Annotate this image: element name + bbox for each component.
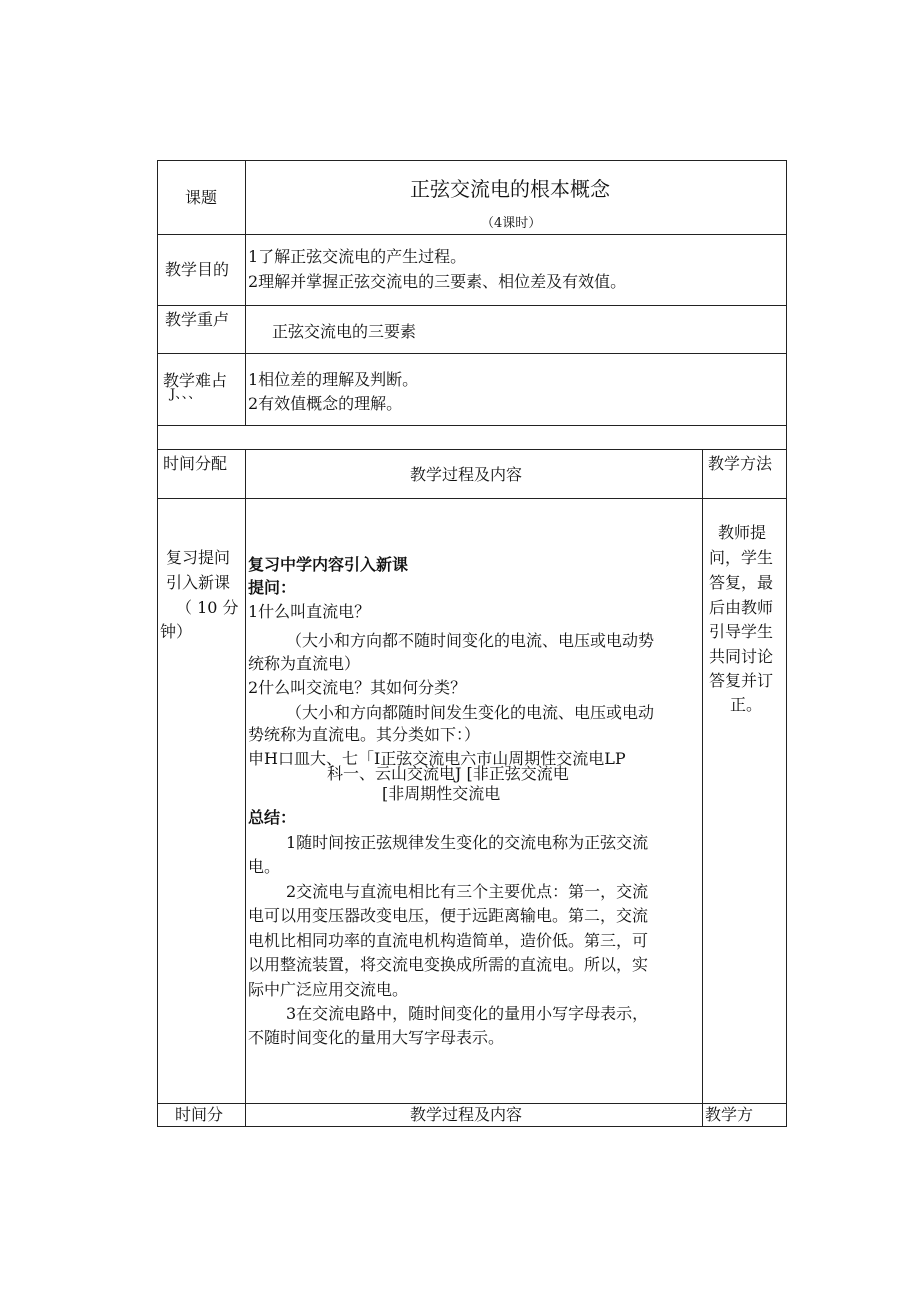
summary-2-line-2: 电可以用变压器改变电压，便于远距离输电。第二，交流: [248, 906, 649, 925]
answer-2-line-1: （大小和方向都随时间发生变化的电流、电压或电动: [286, 703, 655, 722]
method-line-1: 教师提: [718, 523, 767, 542]
method-line-2: 问，学生: [709, 548, 774, 567]
time-line-1: 复习提问: [166, 548, 231, 567]
method-line-4: 后由教师: [709, 598, 774, 617]
lesson-hours: （4课时）: [481, 216, 542, 231]
row-line-top: [157, 160, 787, 161]
method-line-7: 答复并订: [709, 671, 774, 690]
method-line-5: 引导学生: [709, 622, 774, 641]
summary-1-line-2: 电。: [248, 857, 281, 876]
method-line-6: 共同讨论: [709, 647, 774, 666]
time-line-3: （ 10 分: [176, 598, 239, 617]
row-line-2: [157, 305, 787, 306]
objective-line-2: 2理解并掌握正弦交流电的三要素、相位差及有效值。: [248, 272, 627, 291]
difficulties-label-extra: J、、、: [170, 387, 202, 402]
topic-label: 课题: [185, 188, 218, 207]
process-footer: 教学过程及内容: [410, 1105, 523, 1124]
label-column-divider: [245, 160, 246, 425]
question-1: 1什么叫直流电？: [248, 602, 371, 621]
row-line-3: [157, 353, 787, 354]
objectives-label: 教学目的: [165, 260, 230, 279]
key-points-text: 正弦交流电的三要素: [272, 322, 417, 341]
summary-3-line-1: 3在交流电路中，随时间变化的量用小写字母表示，: [286, 1004, 649, 1023]
answer-1-line-1: （大小和方向都不随时间变化的电流、电压或电动势: [286, 631, 655, 650]
row-line-5: [157, 449, 787, 450]
summary-2-line-1: 2交流电与直流电相比有三个主要优点：第一，交流: [286, 882, 649, 901]
row-line-7: [157, 1103, 787, 1104]
row-line-4: [157, 425, 787, 426]
section-heading: 复习中学内容引入新课: [248, 555, 409, 574]
method-header: 教学方法: [708, 454, 773, 473]
objective-line-1: 1了解正弦交流电的产生过程。: [248, 247, 467, 266]
method-line-8: 正。: [730, 695, 763, 714]
process-header: 教学过程及内容: [410, 465, 523, 484]
difficulty-line-2: 2有效值概念的理解。: [248, 394, 403, 413]
summary-2-line-5: 际中广泛应用交流电。: [248, 980, 409, 999]
method-column-divider: [702, 449, 703, 1127]
lesson-title: 正弦交流电的根本概念: [410, 177, 610, 201]
difficulties-label: 教学难占: [163, 371, 228, 390]
time-line-4: 钟）: [160, 622, 193, 641]
row-line-bottom: [157, 1126, 787, 1127]
question-2: 2什么叫交流电？其如何分类？: [248, 678, 467, 697]
classification-line-3: [非周期性交流电: [382, 784, 501, 803]
answer-2-line-2: 势统称为直流电。其分类如下：）: [248, 725, 481, 744]
summary-3-line-2: 不随时间变化的量用大写字母表示。: [248, 1028, 505, 1047]
classification-line-1: 申H口皿大、七「I正弦交流电六市山周期性交流电LP: [248, 749, 626, 768]
classification-line-2: 科一、云山交流电J [非正弦交流电: [327, 764, 569, 783]
time-footer: 时间分: [175, 1105, 224, 1124]
summary-label: 总结：: [248, 808, 297, 827]
summary-1-line-1: 1随时间按正弦规律发生变化的交流电称为正弦交流: [286, 833, 649, 852]
time-column-divider: [245, 449, 246, 1127]
time-header: 时间分配: [163, 454, 228, 473]
method-footer: 教学方: [705, 1105, 754, 1124]
row-line-1: [157, 234, 787, 235]
summary-2-line-3: 电机比相同功率的直流电机构造简单，造价低。第三，可: [248, 931, 649, 950]
method-line-3: 答复，最: [709, 573, 774, 592]
time-line-2: 引入新课: [166, 573, 231, 592]
key-points-label: 教学重卢: [165, 310, 230, 329]
difficulty-line-1: 1相位差的理解及判断。: [248, 370, 419, 389]
row-line-6: [157, 498, 787, 499]
answer-1-line-2: 统称为直流电）: [248, 654, 361, 673]
ask-label: 提问：: [248, 578, 297, 597]
summary-2-line-4: 以用整流装置，将交流电变换成所需的直流电。所以，实: [248, 955, 649, 974]
